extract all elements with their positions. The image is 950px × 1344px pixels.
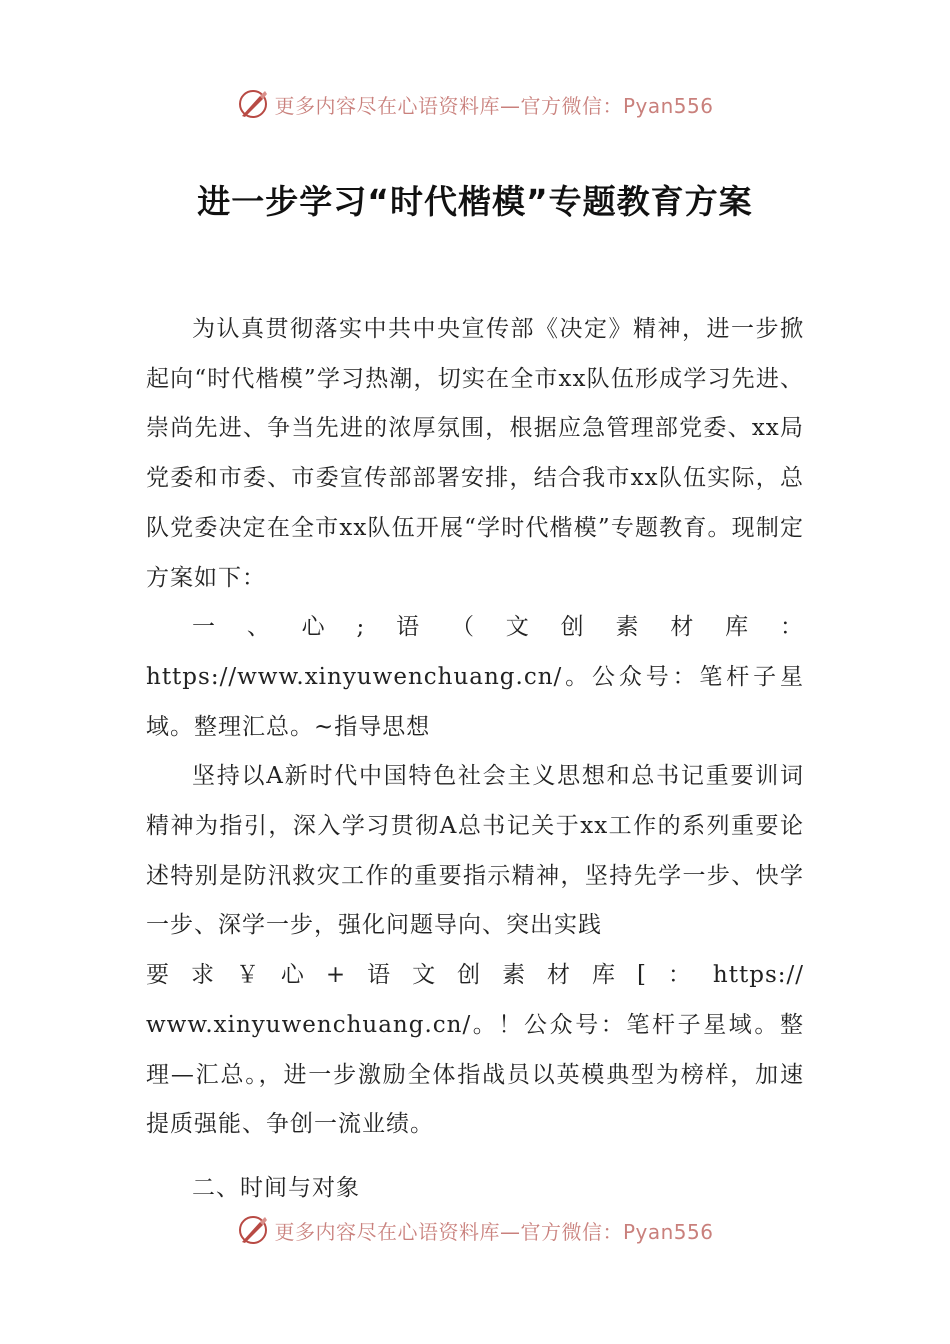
paragraph-intro: 为认真贯彻落实中共中央宣传部《决定》精神，进一步掀起向“时代楷模”学习热潮，切实在全市xx队伍形成学习先进、崇尚先进、争当先进的浓厚氛围，根据应急管理部党委、xx局党委和市委、市委宣传部部署安排，结合我市xx队伍实际，总队党委决定在全市xx队伍开展“学时代楷模”专题教育。现制定方案如下： <box>146 316 804 591</box>
paragraph-requirement-line: 要求￥心+语文创素材库[：https:// <box>146 962 804 989</box>
document-body <box>146 305 804 1214</box>
pen-logo-icon <box>236 87 270 121</box>
footer-banner <box>0 1210 950 1250</box>
footer-banner-text: 更多内容尽在心语资料库—官方微信：Pyan556 <box>274 1219 714 1244</box>
paragraph-guiding-thought: 坚持以A新时代中国特色社会主义思想和总书记重要训词精神为指引，深入学习贯彻A总书记关于xx工作的系列重要论述特别是防汛救灾工作的重要指示精神，坚持先学一步、快学一步、深学一步，强化问题导向、突出实践 <box>146 763 804 939</box>
page-title: 进一步学习“时代楷模”专题教育方案 <box>197 182 753 221</box>
header-banner <box>0 84 950 124</box>
paragraph-continuation: www.xinyuwenchuang.cn/。！公众号：笔杆子星域。整理—汇总。，进一步激励全体指战员以英模典型为榜样，加速提质强能、争创一流业绩。 <box>146 1011 804 1138</box>
paragraph-section-2-heading: 二、时间与对象 <box>192 1174 360 1201</box>
header-banner-text: 更多内容尽在心语资料库—官方微信：Pyan556 <box>274 93 714 118</box>
pen-logo-icon <box>236 1213 270 1247</box>
paragraph-section-1-heading: 一、心;语（文创素材库：https://www.xinyuwenchuang.cn/。公众号：笔杆子星域。整理汇总。~指导思想 <box>146 614 804 740</box>
